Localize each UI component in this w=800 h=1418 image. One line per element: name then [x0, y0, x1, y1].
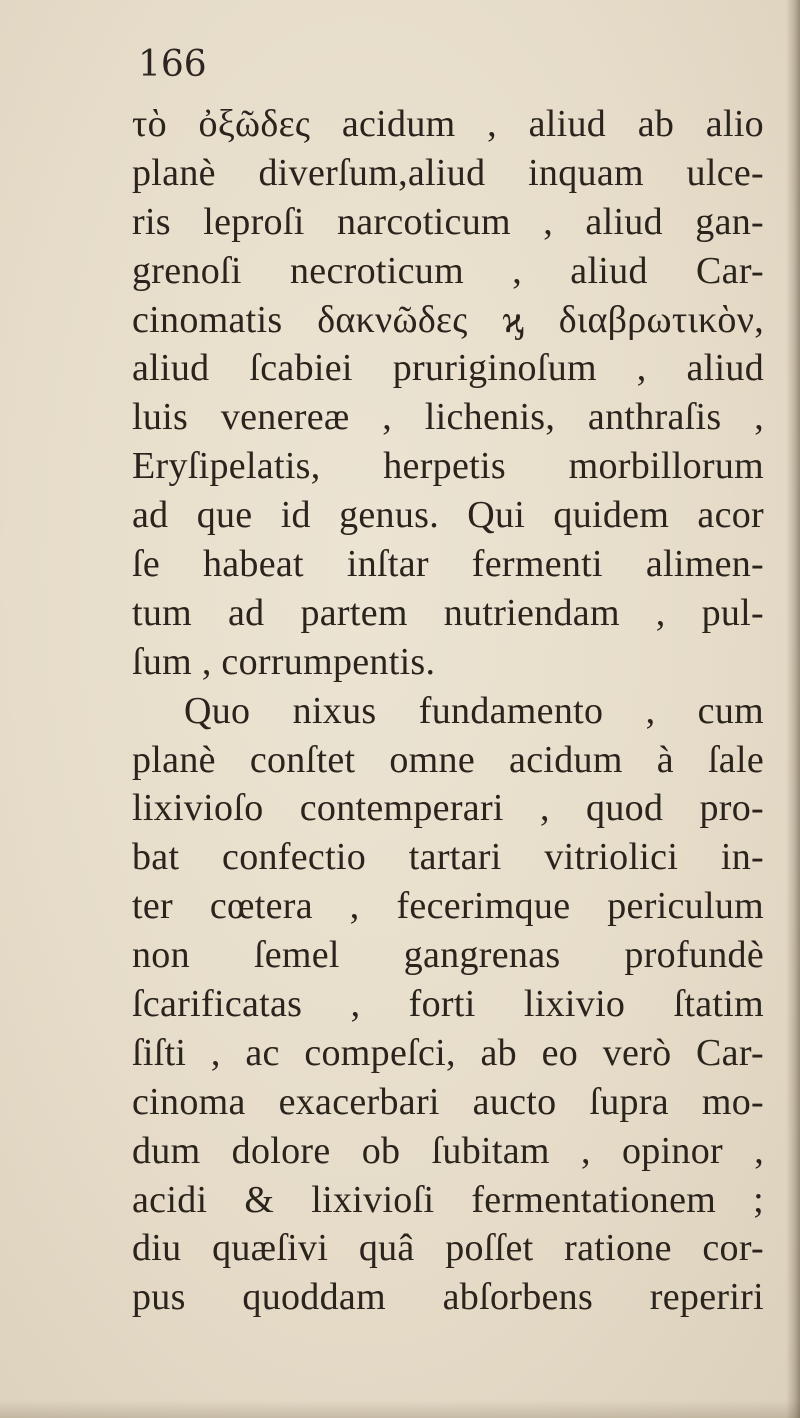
page-edge-shadow — [786, 0, 800, 1418]
text-line: luis venereæ , lichenis, anthraſis , — [132, 396, 764, 439]
text-block — [132, 100, 764, 1322]
text-line: ſum , corrumpentis. — [132, 640, 436, 683]
text-line: ſcarificatas , forti lixivio ſtatim — [132, 983, 764, 1026]
text-line: τὸ ὀξῶδες acidum , aliud ab alio — [132, 103, 764, 145]
text-line: ris leproſi narcoticum , aliud gan- — [132, 200, 764, 243]
text-line: ad que id genus. Qui quidem acor — [132, 494, 764, 537]
text-line: dum dolore ob ſubitam , opinor , — [132, 1129, 764, 1172]
text-line: ter cœtera , fecerimque periculum — [132, 885, 764, 928]
text-line: non ſemel gangrenas profundè — [132, 934, 764, 977]
page-number: 166 — [138, 44, 207, 85]
text-line: aliud ſcabiei pruriginoſum , aliud — [132, 347, 764, 390]
text-line: acidi & lixivioſi fermentationem ; — [132, 1178, 764, 1221]
text-line: bat confectio tartari vitriolici in- — [132, 836, 764, 879]
text-line: diu quæſivi quâ poſſet ratione cor- — [132, 1227, 764, 1270]
text-line: ſiſti , ac compeſci, ab eo verò Car- — [132, 1031, 764, 1074]
text-line: grenoſi necroticum , aliud Car- — [132, 249, 764, 292]
text-line: cinoma exacerbari aucto ſupra mo- — [132, 1080, 764, 1123]
text-line: ſe habeat inſtar fermenti alimen- — [132, 543, 764, 586]
text-line: lixivioſo contemperari , quod pro- — [132, 787, 764, 830]
text-line: planè conſtet omne acidum à ſale — [132, 738, 764, 781]
text-line: tum ad partem nutriendam , pul- — [132, 591, 764, 634]
text-line: pus quoddam abſorbens reperiri — [132, 1276, 764, 1319]
text-line: cinomatis δακνῶδες ϗ διαβρωτικὸν, — [132, 298, 764, 341]
text-line: Eryſipelatis, herpetis morbillorum — [132, 445, 764, 488]
text-line: planè diverſum,aliud inquam ulce- — [132, 151, 764, 194]
page-bottom-shadow — [0, 1400, 800, 1418]
text-line: Quo nixus fundamento , cum — [184, 689, 764, 732]
